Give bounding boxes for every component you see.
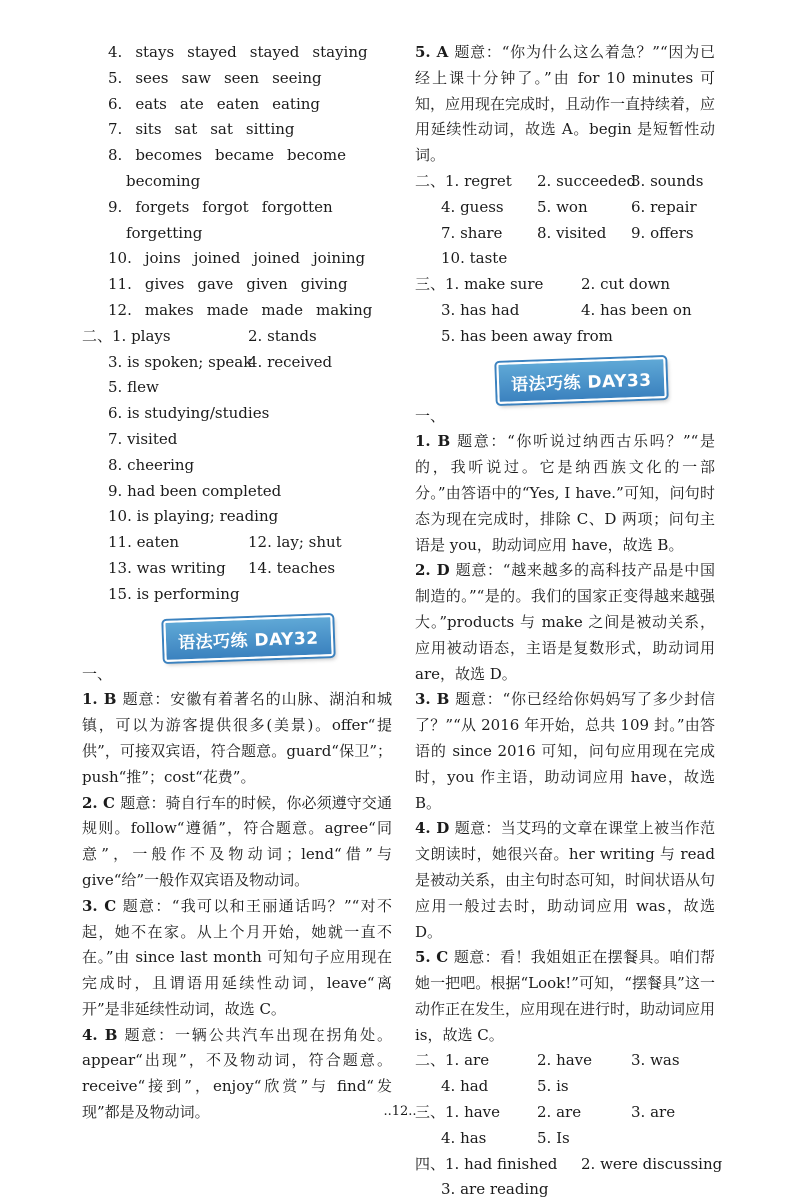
verb-form: sat [174, 120, 198, 139]
right-column [415, 40, 723, 1203]
answer-cell: 3. is spoken; speak [108, 352, 253, 371]
page-number: ..12.. [383, 1104, 417, 1119]
section-banner-wrap [415, 350, 715, 404]
answer-row [82, 582, 392, 608]
item-text: 题意：“你已经给你妈妈写了多少封信了？”“从 2016 年开始，总共 109 封。”由答语的 since 2016 可知，问句应用现在完成时，you 作主语，助动词应用 have，故选 B。 [415, 690, 715, 812]
answer-row [415, 1152, 723, 1178]
verb-form: stays [135, 43, 175, 61]
verb-form: joins [144, 249, 181, 268]
verb-row [82, 92, 392, 118]
item-answer: 2. C [82, 793, 121, 812]
verb-number: 6. [108, 94, 123, 113]
verb-form: stayed [249, 43, 300, 61]
explanation-item [415, 429, 715, 558]
item-text: 题意：“你听说过纳西古乐吗？”“是的，我听说过。它是纳西族文化的一部分。”由答语中的“Yes, I have.”可知，问句时态为现在完成时，排除 C、D 两项；问句主语是 you，助动词应用 have，故选 B。 [415, 432, 715, 554]
verb-continuation: forgetting [126, 223, 203, 242]
verb-form: staying [312, 43, 368, 61]
answer-cell: 12. lay; shut [248, 533, 342, 552]
verb-number: 5. [108, 68, 123, 87]
left-column [82, 40, 392, 1126]
verb-form: makes [144, 300, 194, 319]
answer-cell: 13. was writing [108, 558, 226, 577]
answer-row [415, 169, 715, 195]
verb-number: 10. [108, 249, 132, 268]
verb-form: saw [181, 68, 211, 87]
answer-cell: 11. eaten [108, 533, 180, 552]
explanation-item [415, 945, 715, 1048]
item-answer: 3. C [82, 896, 123, 915]
answer-row [415, 324, 715, 350]
verb-number: 12. [108, 300, 132, 319]
explanation-item [415, 687, 715, 816]
answer-cell: 2. have [537, 1051, 593, 1070]
verb-form: became [215, 146, 274, 165]
answer-row [415, 1126, 715, 1152]
verb-form: sees [135, 68, 169, 87]
verb-row [82, 40, 392, 66]
verb-form: stayed [187, 43, 237, 61]
answer-cell: 2. cut down [581, 275, 671, 294]
section-banner: 语法巧练 DAY32 [163, 615, 333, 662]
verb-form: forgets [135, 197, 190, 216]
answer-cell: 4. received [248, 352, 333, 371]
verb-form: seeing [272, 68, 322, 87]
item-answer: 2. D [415, 561, 456, 580]
answer-cell: 3. sounds [631, 171, 704, 190]
answer-cell: 10. is playing; reading [108, 507, 279, 526]
verb-form: making [316, 300, 373, 319]
item-text: 题意：一辆公共汽车出现在拐角处。appear“出现”，不及物动词，符合题意。receive“接到”，enjoy“欣赏”与 find“发现”都是及物动词。 [82, 1025, 392, 1122]
verb-number: 8. [108, 146, 123, 165]
answer-row [82, 556, 392, 582]
answer-row [82, 401, 392, 427]
verb-form: joined [253, 249, 300, 268]
answer-cell: 二、1. regret [415, 171, 512, 190]
answer-row [82, 427, 392, 453]
section-banner-wrap [82, 608, 392, 662]
answer-cell: 8. visited [537, 223, 607, 242]
item-text: 题意：骑自行车的时候，你必须遵守交通规则。follow“遵循”，符合题意。agree“同意”，一般作不及物动词；lend“借”与 give“给”一般作双宾语及物动词。 [82, 793, 392, 889]
item-text: 题意：当艾玛的文章在课堂上被当作范文朗读时，她很兴奋。her writing 与 read 是被动关系，由主句时态可知，时间状语从句应用一般过去时，助动词应用 was，故选 D。 [415, 819, 716, 941]
verb-form: joined [193, 249, 241, 268]
verb-form: becomes [135, 146, 203, 165]
answer-cell: 6. is studying/studies [108, 404, 270, 423]
answer-cell: 7. share [441, 223, 503, 242]
verb-number: 11. [108, 275, 132, 294]
answer-cell: 四、1. had finished [415, 1154, 558, 1173]
section-marker: 一、 [415, 406, 446, 425]
answer-cell: 三、1. make sure [415, 275, 544, 294]
verb-form: forgotten [261, 197, 333, 216]
answer-cell: 4. had [441, 1077, 489, 1096]
verb-form: joining [312, 249, 366, 268]
verb-form: gave [197, 275, 234, 294]
section-banner: 语法巧练 DAY33 [496, 357, 666, 404]
explanation-item [82, 791, 392, 894]
answer-row [415, 195, 715, 221]
verb-form: ate [179, 94, 204, 113]
verb-form: become [286, 146, 346, 165]
explanation-item [415, 816, 715, 945]
answer-cell: 6. repair [631, 197, 697, 216]
answer-cell: 3. are reading [441, 1180, 549, 1199]
verb-form: given [246, 275, 288, 294]
answer-row [82, 375, 392, 401]
explanation-item [82, 894, 392, 1023]
answer-cell: 5. flew [108, 378, 159, 397]
verb-form: gives [144, 275, 185, 294]
verb-number: 4. [108, 43, 123, 61]
answer-row [82, 479, 392, 505]
answer-cell: 2. are [537, 1103, 582, 1122]
verb-continuation: becoming [126, 171, 201, 190]
answer-row [415, 1177, 715, 1203]
item-text: 题意：“我可以和王丽通话吗？”“对不起，她不在家。从上个月开始，她就一直不在。”由 since last month 可知句子应用现在完成时，且谓语用延续性动词，leave“离开”是非延续性动词，故选 C。 [82, 896, 392, 1018]
answer-cell: 5. won [537, 197, 588, 216]
explanation-item [415, 558, 715, 687]
answer-row [415, 246, 715, 272]
answer-row [82, 324, 392, 350]
answer-cell: 10. taste [441, 249, 508, 268]
answer-cell: 2. were discussing [581, 1154, 723, 1173]
answer-cell: 4. has been on [581, 300, 692, 319]
verb-row [82, 143, 392, 169]
item-answer: 1. B [82, 690, 123, 709]
answer-row [82, 530, 392, 556]
verb-form: seen [223, 68, 260, 87]
answer-cell: 3. was [631, 1051, 680, 1070]
item-answer: 4. D [415, 819, 455, 838]
answer-row [82, 504, 392, 530]
verb-row [82, 298, 392, 324]
verb-row [82, 66, 392, 92]
answer-row [415, 221, 715, 247]
verb-row [82, 117, 392, 143]
verb-form: eating [272, 94, 321, 113]
answer-cell: 9. offers [631, 223, 694, 242]
answer-cell: 4. guess [441, 197, 504, 216]
verb-row [82, 246, 392, 272]
answer-cell: 二、1. are [415, 1051, 490, 1070]
item-answer: 4. B [82, 1025, 125, 1044]
verb-form: giving [300, 275, 348, 294]
answer-cell: 15. is performing [108, 584, 240, 603]
verb-form: sat [210, 120, 233, 139]
verb-row [82, 195, 392, 221]
item-text: 题意：“你为什么这么着急？”“因为已经上课十分钟了。”由 for 10 minutes 可知，应用现在完成时，且动作一直持续着，应用延续性动词，故选 A。begin 是短暂性动词。 [415, 43, 716, 165]
answer-cell: 2. stands [248, 326, 317, 345]
answer-cell: 7. visited [108, 429, 178, 448]
section-marker: 一、 [82, 664, 113, 683]
answer-row [415, 298, 715, 324]
item-text: 题意：安徽有着著名的山脉、湖泊和城镇，可以为游客提供很多(美景)。offer“提供”，可接双宾语，符合题意。guard“保卫”；push“推”；cost“花费”。 [82, 690, 392, 786]
item-answer: 3. B [415, 690, 456, 709]
verb-form: sitting [245, 120, 295, 139]
item-text: 题意：“越来越多的高科技产品是中国制造的。”“是的。我们的国家正变得越来越强大。”products 与 make 之间是被动关系，应用被动语态，主语是复数形式，助动词用 are，故选 D。 [415, 561, 716, 683]
verb-number: 7. [108, 120, 123, 139]
answer-cell: 2. succeeded [537, 171, 637, 190]
item-answer: 5. C [415, 948, 454, 967]
answer-cell: 8. cheering [108, 455, 195, 474]
answer-cell: 4. has [441, 1128, 487, 1147]
answer-row [82, 350, 392, 376]
answer-row [415, 1048, 715, 1074]
verb-form: eats [135, 94, 167, 113]
answer-cell: 二、1. plays [82, 326, 171, 345]
answer-cell: 5. has been away from [441, 326, 613, 345]
answer-row [415, 272, 715, 298]
verb-form: made [206, 300, 249, 319]
answer-row [82, 453, 392, 479]
item-answer: 5. A [415, 43, 455, 61]
item-answer: 1. B [415, 432, 458, 451]
answer-cell: 3. has had [441, 300, 520, 319]
answer-cell: 5. is [537, 1077, 569, 1096]
answer-cell: 5. Is [537, 1128, 570, 1147]
verb-form: eaten [216, 94, 260, 113]
answer-cell: 三、1. have [415, 1103, 501, 1122]
answer-cell: 3. are [631, 1103, 676, 1122]
verb-row [82, 272, 392, 298]
verb-number: 9. [108, 197, 123, 216]
explanation-item [82, 687, 392, 790]
verb-form: sits [135, 120, 162, 139]
item-text: 题意：看！我姐姐正在摆餐具。咱们帮她一把吧。根据“Look!”可知，“摆餐具”这一动作正在发生，应用现在进行时，助动词应用 is，故选 C。 [415, 948, 716, 1044]
answer-row [415, 1074, 715, 1100]
verb-form: forgot [202, 197, 249, 216]
answer-cell: 9. had been completed [108, 481, 282, 500]
answer-cell: 14. teaches [248, 558, 336, 577]
explanation-item [415, 40, 715, 169]
verb-form: made [261, 300, 304, 319]
section-2-answers [82, 324, 392, 608]
